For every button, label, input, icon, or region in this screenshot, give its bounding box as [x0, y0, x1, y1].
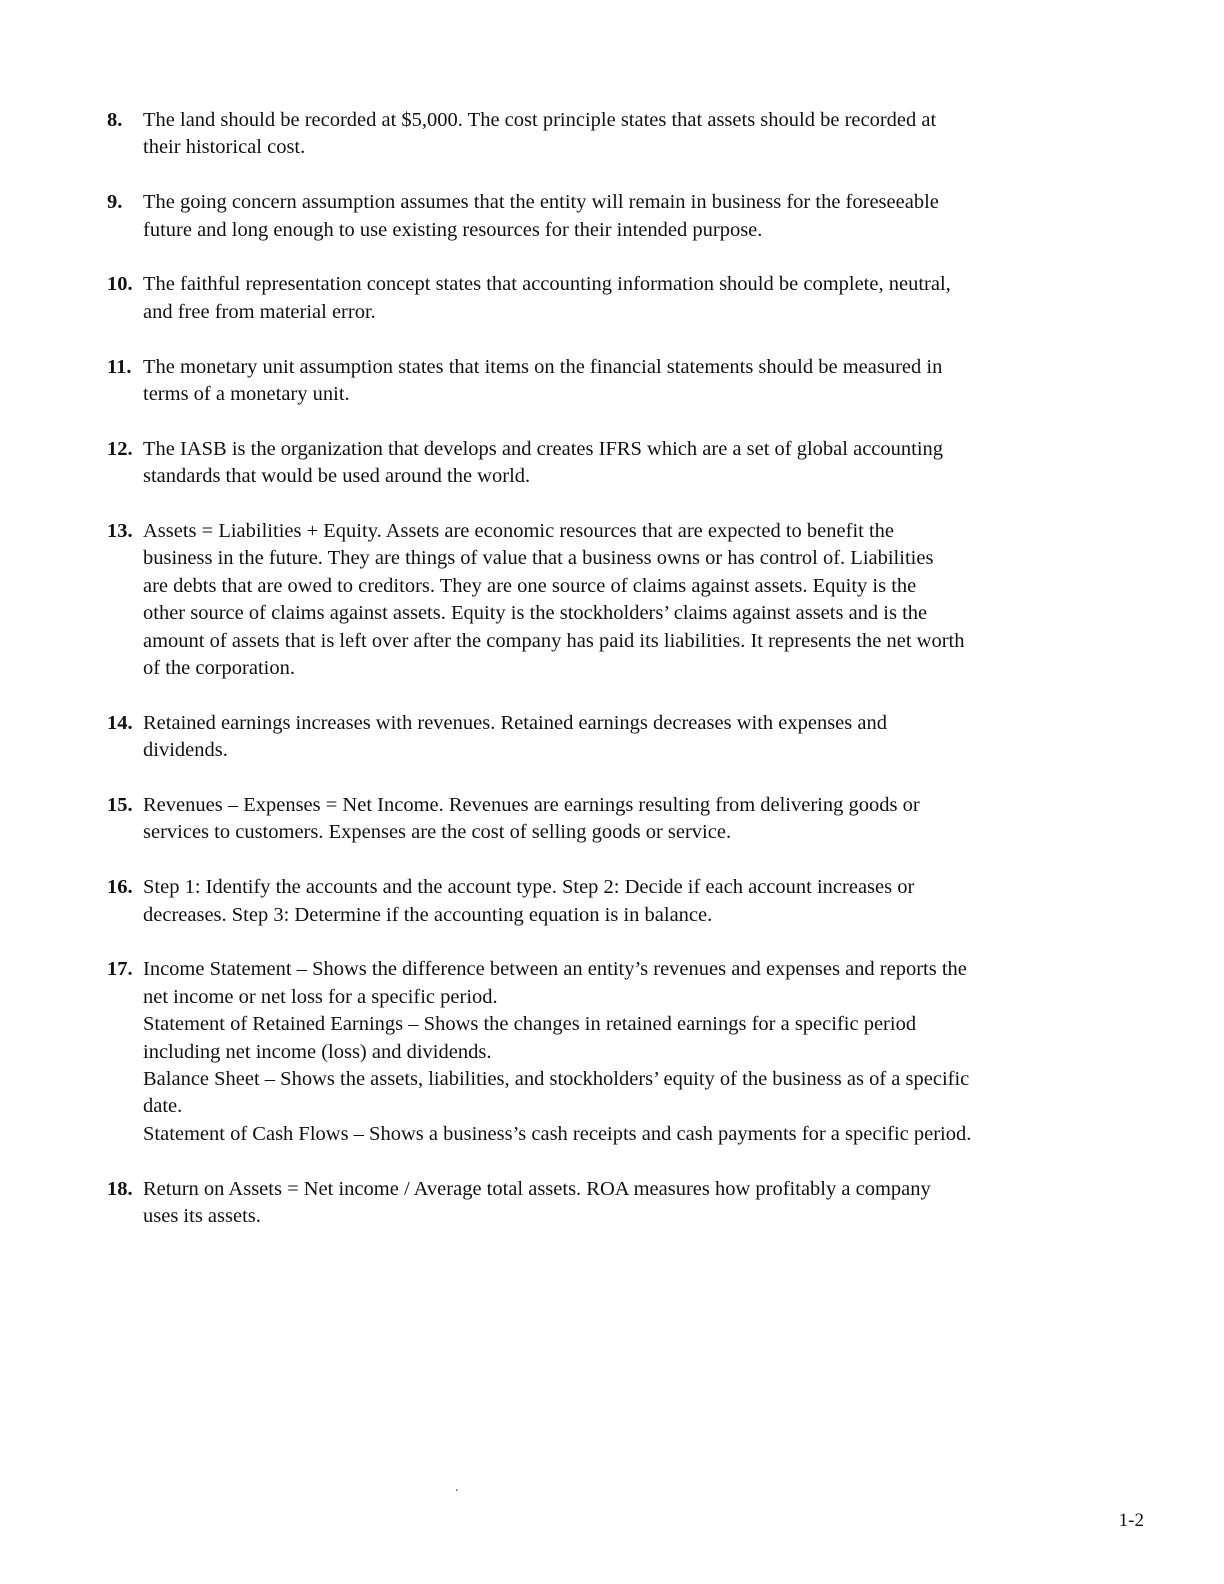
answer-item [107, 792, 1107, 847]
text-line: Statement of Retained Earnings – Shows the changes in retained earnings for a specific period [143, 1013, 917, 1036]
answer-item [107, 436, 1107, 491]
footer-dot: . [455, 1480, 459, 1495]
text-line: future and long enough to use existing resources for their intended purpose. [143, 218, 763, 241]
text-line: uses its assets. [143, 1205, 261, 1228]
item-number: 13. [107, 520, 133, 543]
answer-item [107, 1176, 1107, 1231]
item-number: 11. [107, 355, 132, 378]
answer-item [107, 107, 1107, 162]
answer-list [107, 107, 1107, 1258]
item-number: 12. [107, 437, 133, 460]
item-text [143, 710, 1107, 765]
text-line: Statement of Cash Flows – Shows a business’s cash receipts and cash payments for a specific period. [143, 1122, 972, 1145]
answer-item [107, 271, 1107, 326]
text-line: Revenues – Expenses = Net Income. Revenues are earnings resulting from delivering goods or [143, 794, 920, 817]
text-line: The faithful representation concept states that accounting information should be complete, neutral, [143, 273, 951, 296]
answer-item [107, 710, 1107, 765]
text-line: amount of assets that is left over after the company has paid its liabilities. It represents the net worth [143, 629, 965, 652]
text-line: other source of claims against assets. Equity is the stockholders’ claims against assets and is the [143, 602, 928, 625]
text-line: The monetary unit assumption states that items on the financial statements should be measured in [143, 355, 943, 378]
item-text [143, 874, 1107, 929]
text-line: of the corporation. [143, 657, 295, 680]
item-text [143, 792, 1107, 847]
text-line: terms of a monetary unit. [143, 383, 350, 406]
item-text [143, 354, 1107, 409]
item-number: 10. [107, 273, 133, 296]
item-text [143, 107, 1107, 162]
answer-item [107, 874, 1107, 929]
item-number: 9. [107, 191, 123, 214]
answer-item [107, 518, 1107, 682]
item-text [143, 956, 1107, 1148]
text-line: business in the future. They are things of value that a business owns or has control of. Liabilities [143, 547, 934, 570]
answer-item [107, 189, 1107, 244]
item-number: 14. [107, 711, 133, 734]
text-line: The IASB is the organization that develops and creates IFRS which are a set of global accounting [143, 437, 944, 460]
item-text [143, 436, 1107, 491]
text-line: their historical cost. [143, 136, 306, 159]
text-line: Retained earnings increases with revenues. Retained earnings decreases with expenses and [143, 711, 887, 734]
text-line: date. [143, 1095, 183, 1118]
text-line: Income Statement – Shows the difference between an entity’s revenues and expenses and reports the [143, 958, 967, 981]
item-text [143, 1176, 1107, 1231]
answer-item [107, 354, 1107, 409]
page-number: 1-2 [1118, 1510, 1144, 1531]
text-line: services to customers. Expenses are the cost of selling goods or service. [143, 821, 732, 844]
text-line: The going concern assumption assumes that the entity will remain in business for the foreseeable [143, 191, 939, 214]
text-line: decreases. Step 3: Determine if the accounting equation is in balance. [143, 903, 713, 926]
item-text [143, 271, 1107, 326]
item-number: 17. [107, 958, 133, 981]
text-line: standards that would be used around the world. [143, 465, 531, 488]
text-line: The land should be recorded at $5,000. The cost principle states that assets should be recorded at [143, 109, 937, 131]
text-line: Balance Sheet – Shows the assets, liabilities, and stockholders’ equity of the business as of a specific [143, 1068, 970, 1091]
item-text [143, 189, 1107, 244]
answer-item [107, 956, 1107, 1148]
text-line: are debts that are owed to creditors. They are one source of claims against assets. Equity is the [143, 574, 917, 597]
text-line: Return on Assets = Net income / Average total assets. ROA measures how profitably a company [143, 1177, 931, 1200]
text-line: net income or net loss for a specific period. [143, 985, 498, 1008]
text-line: Assets = Liabilities + Equity. Assets are economic resources that are expected to benefit the [143, 520, 895, 543]
item-number: 15. [107, 794, 133, 817]
text-line: dividends. [143, 739, 228, 762]
text-line: including net income (loss) and dividends. [143, 1040, 492, 1063]
text-line: Step 1: Identify the accounts and the account type. Step 2: Decide if each account increases or [143, 876, 915, 899]
item-text [143, 518, 1107, 682]
item-number: 18. [107, 1177, 133, 1200]
item-number: 8. [107, 109, 123, 131]
item-number: 16. [107, 876, 133, 899]
text-line: and free from material error. [143, 300, 376, 323]
